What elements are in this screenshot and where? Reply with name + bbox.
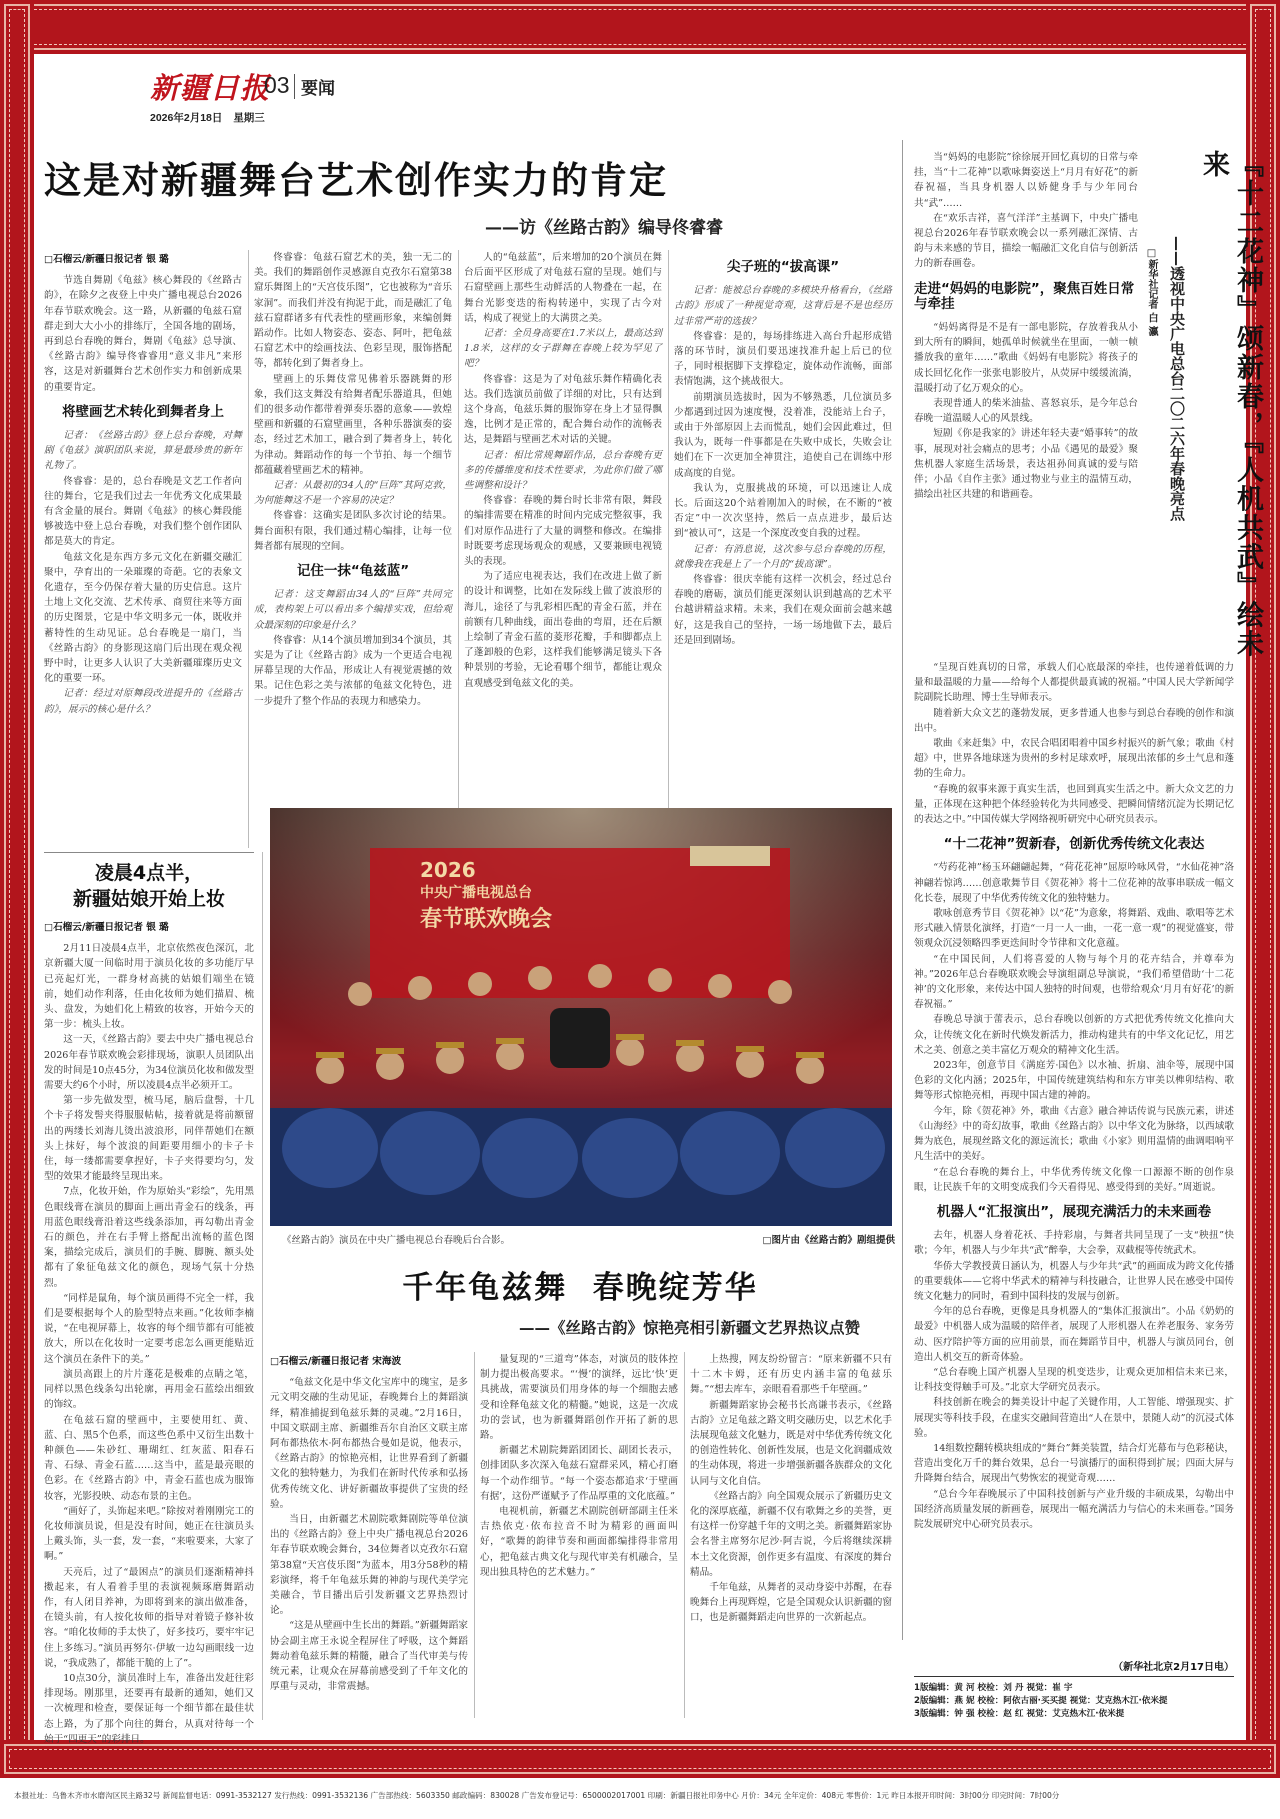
article3-para-6: 电视机前，新疆艺术剧院创研部副主任米吉热依克·依布拉音不时为精彩的画面叫好，“歌舞的韵律节奏和画面都编排得非常用心，把龟兹古典文化与现代审美有机融合，呈现出独具特色的艺术魅力。” [480,1506,678,1578]
article1-question-4: 记者：这支舞蹈由34人的“巨阵”共同完成，表构架上可以看出多个编排实戏，但给观众最深刻的印象是什么？ [254,589,452,631]
article4-para-18: “总台春晚上国产机器人呈现的机变迭步，让观众更加相信未来已来，让科技变得触手可及。”北京大学研究员表示。 [914,1366,1234,1394]
newspaper-logo: 新疆日报 [150,71,271,105]
article3-para-9: 《丝路古韵》向全国观众展示了新疆历史文化的深厚底蕴，新疆不仅有歌舞之乡的美誉，更有这样一份穿越千年的文明之美。新疆舞蹈家协会名誉主席努尔尼沙·阿吉说，今后将继续深耕本土文化资源，创作更多有温度、有深度的舞台精品。 [690,1490,892,1578]
article2-para-5: “同样是鼠角，每个演员画得不完全一样，我们是要根据每个人的脸型特点来画。”化妆师李楠说，“在电视屏幕上，妆容的每个细节都有可能被放大，所以在化妆时一定要考虑怎么画更能贴近这个演员在条件下的美。” [44,1292,254,1365]
photo-caption: 《丝路古韵》演员在中央广播电视总台春晚后台合影。 [282,1235,511,1246]
editors-box [914,1682,1234,1721]
article4-para-9: 歌咏创意秀节目《贺花神》以“花”为意象，将舞蹈、戏曲、歌唱等艺术形式融入情景化演绎，打造“一月一人一曲，一花一意一观”的视觉盛宴，带领观众沉浸领略四季更迭间时令节律和文化意蕴。 [914,908,1234,950]
article4-para-20: 14组数控翻转模块组成的“舞台”舞美装置，结合灯光幕布与色彩秘诀，营造出变化万千的舞台效果，总台一号演播厅的面积得到扩展；四面大屏与升降舞台结合，展现出气势恢宏的视觉奇观…… [914,1442,1234,1485]
article2-byline: □石榴云/新疆日报记者 银 璐 [44,922,169,933]
article3-para-2: 当日，由新疆艺术剧院歌舞剧院等单位演出的《丝路古韵》登上中央广播电视总台2026年春节联欢晚会舞台，34位舞者以克孜尔石窟第38窟“天宫伎乐图”为蓝本，用3分58秒的精彩演绎，将千年龟兹乐舞的神韵与现代美学完美融合，节目播出后引发新疆文艺界热烈讨论。 [270,1514,468,1617]
article3-para-8: 新疆舞蹈家协会秘书长高谦书表示，《丝路古韵》立足龟兹之路文明交融历史，以艺术化手法展现龟兹文化魅力，既是对中华优秀传统文化的创造性转化、创新性发展，也是文化润疆成效的生动体现，将进一步增强新疆各族群众的文化认同与文化自信。 [690,1399,892,1487]
article1-subhead-3: 尖子班的“拔高课” [726,259,840,275]
editors-line-1: 1版编辑：黄 河 校检：刘 丹 视觉：崔 宇 [914,1683,1073,1693]
article1-question-2: 记者：经过对原舞段改进提升的《丝路古韵》，展示的核心是什么？ [44,688,242,715]
decorative-top-border [0,0,1280,54]
decorative-left-border [0,0,34,1778]
article4-para-7: “春晚的叙事来源于真实生活，也回到真实生活之中。新大众文艺的力量，正体现在这种把个体经验转化为共同感受、把瞬间情绪沉淀为长期记忆的表达之中。”中国传媒大学网络视听研究中心研究员表示。 [914,783,1234,826]
article1-para-7: 为了适应电视表达，我们在改进上做了新的设计和调整，比如在发际线上做了波浪形的海儿，途径了与乳彩相匹配的青金石蓝，并在前额有几种曲线，面出卷曲的弯眉，还在后额上绘制了青金石蓝的菱形花瓣，手和脚都点上了蓬卸般的色彩，这样我们能够满足镜头下各种景别的考验，无论看哪个细节，都能让观众直观感受到龟兹文化的美。 [464,571,662,689]
article4-vertical-title: 『十二花神』颂新春，『人机共武』绘未来 [1198,150,1263,659]
article2-para-6: 演员高跟上的片片蓬花是极难的点睛之笔，同样以黑色线条勾出轮廓，再用金石蓝绘出细致的饰纹。 [44,1368,254,1411]
article1-intro: 节选自舞剧《龟兹》核心舞段的《丝路古韵》，在除夕之夜登上中央广播电视总台2026年春节联欢晚会。这一路，从新疆的龟兹石窟群走到大大小小的排练厅，全国各地的剧场，再到总台春晚的舞台，舞剧《龟兹》总导演、《丝路古韵》编导佟睿睿用“意义非凡”来形容，这是对新疆舞台艺术创作实力和创新成果的重要肯定。 [44,275,242,393]
group-photo [270,808,892,1226]
article1-question-7: 记者：能被总台春晚的多模块升格看台，《丝路古韵》形成了一种视觉奇观，这背后是不是也经历过非常严苛的选拔？ [674,285,892,327]
article3-para-7: 上热搜，网友纷纷留言：“原来新疆不只有十二木卡姆，还有历史内涵丰富的龟兹乐舞。”“想去库车，亲眼看看那些千年壁画。” [690,1354,892,1396]
photo-banner [420,858,720,933]
article2-title-line2: 新疆姑娘开始上妆 [72,888,225,910]
article4-vertical-subtitle: ——透视中央广电总台二〇二六年春晚亮点 [1168,236,1186,521]
article1-byline: □石榴云/新疆日报记者 银 璐 [44,254,169,265]
article4-para-5: 随着新大众文艺的蓬勃发展，更多普通人也参与到总台春晚的创作和演出中。 [914,707,1234,734]
article4-vertical-byline: □新华社记者 白 瀛 [1146,248,1157,336]
article4-para-17: 今年的总台春晚，更像是具身机器人的“集体汇报演出”。小品《奶奶的最爱》中机器人成为温暖的陪伴者，展现了人形机器人在养老服务、家务劳动、医疗陪护等方面的应用前景，而在舞蹈节目中，机器人与演员同台，创造出人机交互的新奇体验。 [914,1306,1234,1363]
page-footer: 本报社址：乌鲁木齐市水磨沟区民主路32号 新闻监督电话：0991-3532127 发行热线：0991-3532136 广告部热线：5603350 邮政编码：830028 广告发布登记号：6500002017001 印刷：新疆日报社印务中心 月价：34元 全年定价：408元 零售价：1元 昨日本报开印时间：3时00分 印完时间：7时00分 [0,1782,1280,1812]
article2-para-2: 这一天，《丝路古韵》要去中央广播电视总台2026年春节联欢晚会彩排现场，演职人员团队出发的时间是10点45分，为34位演员化妆和做发型需要大约6个小时，所以凌晨4点半必须开工。 [44,1034,254,1092]
article4-para-13: 今年，除《贺花神》外，歌曲《古意》融合神话传说与民族元素，讲述《山海经》中的奇幻故事，歌曲《丝路古韵》以中华文化为脉络，以西域歌舞为底色，展现丝路文化的源远流长；歌曲《小家》则用温情的曲调唱响平凡生活中的美好。 [914,1105,1234,1163]
article4-para-2: 表现普通人的柴米油盐、喜怒哀乐，是今年总台春晚一道温暖人心的风景线。 [914,398,1138,425]
article4-para-0b: 在“欢乐吉祥，喜气洋洋”主基调下，中央广播电视总台2026年春节联欢晚会以一系列融汇深情、古韵与未来感的节目，描绘一幅融汇文化自信与创新活力的新春画卷。 [914,212,1138,270]
article4-para-21: “总台今年春晚展示了中国科技创新与产业升级的丰硕成果，勾勒出中国经济高质量发展的新画卷，展现出一幅充满活力与信心的未来画卷。”国务院发展研究中心研究员表示。 [914,1488,1234,1530]
article1-col3 [464,250,662,810]
article1-question-3: 记者：从最初的34人的“巨阵”其阿克敦，为何能舞这不是一个容易的决定？ [254,480,452,507]
article1-answer-4: 佟睿睿：从14个演员增加到34个演员，其实是为了让《丝路古韵》成为一个更适合电视屏幕呈现的大作品，形成让人有视觉震撼的效果。记住色彩之美与浓郁的龟兹文化特色，进一步提升了整个作品的表现力和感染力。 [254,634,452,707]
article1-para-5: 人的“龟兹蓝”，后来增加的20个演员在舞台后面平区形成了对龟兹石窟的呈现。她们与石窟壁画上那些生动鲜活的人物叠在一起，在舞台光影变迭的衔构转递中，实现了古今对话，构成了视觉上的大满贯之美。 [464,252,662,324]
article2-title-line1: 凌晨4点半， [94,862,204,884]
article2-para-4: 7点，化妆开始，作为原始头“彩绘”，先用黑色眼线膏在演员的脚面上画出青金石的线条，再用蓝色眼线膏沿着这些线条添加，再勾勒出青金石的颜色，并在右手臂上搭配出流畅的蓝色图案，描绘完成后，演员们的手腕、脚腕、额头处都有了象征龟兹文化的颜色，现场气氛十分热烈。 [44,1186,254,1289]
article1-answer-8: 佟睿睿：很庆幸能有这样一次机会，经过总台春晚的磨砺，演员们能更深刻认识到越高的艺术平台越讲精益求精。未来，我们在观众面前会越来越好，这是我自己的坚持，一场一场地做下去，最后还是回到剧场。 [674,574,892,646]
article1-answer-3: 佟睿睿：这确实是团队多次讨论的结果。舞台面积有限，我们通过精心编排，让每一位舞者都有展现的空间。 [254,510,452,552]
article4-para-11: 春晚总导演于蕾表示，总台春晚以创新的方式把优秀传统文化推向大众，让传统文化在新时代焕发新活力，推动构建共有的中华文化记忆，用艺术之美、创意之美丰富亿万观众的精神文化生活。 [914,1014,1234,1056]
article1-para-2: 龟兹文化是东西方多元文化在新疆交融汇聚中，孕育出的一朵璀璨的奇葩。它的表象文化遗存，至今仍保存着大量的历史信息。这片土地上文化交流、艺术传承、商贸往来等方面的历史图景，它是中华文明多元一体，既收并蓄特性的生动见证。总台春晚是一扇门，当《丝路古韵》的身影现这扇门后出现在观众视野中时，让更多人认识了大美新疆璀璨历史文化的重要一环。 [44,551,242,685]
article4-subhead-1: 走进“妈妈的电影院”，聚焦百姓日常与牵挂 [914,280,1135,312]
article1-col1 [44,250,242,848]
article3-subtitle: ——《丝路古韵》惊艳亮相引新疆文艺界热议点赞 [518,1319,860,1337]
article4-body [914,660,1234,1658]
article3-para-10: 千年龟兹，从舞者的灵动身姿中苏醒，在春晚舞台上再现辉煌，它是全国观众认识新疆的窗口，也是新疆舞蹈走向世界的一次新起点。 [690,1582,892,1624]
article4-para-8: “芍药花神”杨玉环翩翩起舞，“荷花花神”屈原吟咏风骨，“水仙花神”洛神翩若惊鸿……创意歌舞节目《贺花神》将十二位花神的故事串联成一幅文化长卷，展现了中华优秀传统文化的独特魅力。 [914,862,1234,904]
article1-answer-2: 佟睿睿：龟兹石窟艺术的美，独一无二的美。我们的舞蹈创作灵感源自克孜尔石窟第38窟乐舞图上的“天宫伎乐图”，它也被称为“音乐家洞”。而我们并没有拘泥于此，而是融汇了龟兹石窟群诸多有代表性的壁画形象，来编创舞蹈动作。比如人物姿态、姿态、阿叶，把龟兹石窟艺术中的绘画技法、色彩呈现，服饰搭配等，都转化到了舞者身上。 [254,252,452,370]
article2-para-7: 在龟兹石窟的壁画中，主要使用红、黄、蓝、白、黑5个色系，而这些色系中又衍生出数十种颜色——朱砂红、珊瑚红、红灰蓝、阳春石青、石绿、青金石蓝……这当中，蓝是最亮眼的色彩。在《丝路古韵》中，青金石蓝也成为服饰妆容，光影投映、动态布景的主色。 [44,1414,254,1502]
editors-line-2: 2版编辑：燕 妮 校检：阿依古丽·买买提 视觉：艾克热木江·依米提 [914,1696,1168,1706]
article4-para-1: “妈妈离得是不是有一部电影院，存放着我从小到大所有的瞬间，她孤单时候就坐在里面，一帧一帧播放我的童年……”歌曲《妈妈有电影院》将孩子的成长回忆化作一张张电影胶片，从荧屏中缓缓流淌，温暖打动了亿万观众的心。 [914,322,1138,394]
article1-question-1: 记者：《丝路古韵》登上总台春晚，对舞剧《龟兹》演职团队来说，算是最珍贵的新年礼物了。 [44,430,242,472]
editors-line-3: 3版编辑：钟 强 校检：赵 红 视觉：艾克热木江·依米提 [914,1709,1125,1719]
article1-col2 [254,250,452,848]
article2-para-9: 天亮后，过了“最困点”的演员们逐渐精神抖擞起来，有人看着手里的表演视频琢磨舞蹈动作，有人闭目养神，为即将到来的演出做准备，在镜头前，有人按化妆师的指导对着镜子修补妆容。“咱化妆师的手太快了，好多技巧，要牢牢记住上多练习。”演员再努尔·伊敏一边勾画眼线一边说，“我成熟了，都能干脆的上了”。 [44,1566,254,1669]
article4-subhead-2: “十二花神”贺新春，创新优秀传统文化表达 [943,836,1205,853]
issue-date [150,110,265,125]
article4-subhead-3: 机器人“汇报演出”，展现充满活力的未来画卷 [936,1203,1212,1220]
photo-banner-event: 春节联欢晚会 [420,907,553,932]
article1-answer-5: 佟睿睿：这是为了对龟兹乐舞作精确化表达。我们选演员前做了详细的对比，只有达到这个身高，龟兹乐舞的服饰穿在身上才显得飘逸，比例才是正常的，配合舞台动作的流畅表达，是舞蹈与壁画艺术对话的关键。 [464,373,662,446]
article1-answer-7: 佟睿睿：是的，每场排练进入高台升起形成错落的环节时，演员们要迅速找准升起上后已的位子，同时根据脚下支撑稳定，旋体动作流畅，面部表情饱满，这个挑战很大。 [674,330,892,388]
article2-title [44,860,254,912]
article1-col4 [674,250,892,810]
article1-subhead-2: 记住一抹“龟兹蓝” [296,563,410,580]
article3-para-4: 量复现的“三道弯”体态，对演员的肢体控制力提出极高要求。“‘慢’的演绎，远比‘快’更具挑战，需要演员们用身体的每一个细胞去感受和诠释龟兹文化的精髓。”她说，这是一次成功的尝试，也为新疆舞蹈创作开拓了新的思路。 [480,1354,678,1442]
page-number: 03 [264,72,290,98]
article4-para-16: 华侨大学教授黄日涵认为，机器人与少年共“武”的画面成为跨文化传播的重要载体——它将中华武术的精神与科技融合，让世界人民在感受中国传统文化魅力的同时，看到中国科技的发展与创新。 [914,1260,1234,1302]
photo-banner-year: 2026 [420,858,476,882]
article4-para-6: 歌曲《来赶集》中，农民合唱团唱着中国乡村振兴的新气象；歌曲《村超》中，世界各地球迷为贵州的乡村足球欢呼，展现出浓郁的乡土气息和蓬勃的生命力。 [914,738,1234,780]
article1-subtitle: ——访《丝路古韵》编导佟睿睿 [485,218,723,238]
issue-date-text: 2026年2月18日 [150,112,223,124]
article4-top [914,150,1138,656]
article3-col3 [690,1352,892,1718]
article3-title: 千年龟兹舞 春晚绽芳华 [402,1270,758,1306]
article2-body [44,918,254,1745]
page-section: 要闻 [294,74,335,99]
article1-question-5: 记者：全员身高要在1.7米以上，最高达到1.8米，这样的女子群舞在春晚上较为罕见了吧？ [464,328,662,370]
article1-para-8: 前期演员选拔时，因为不够熟悉，几位演员多少都遇到过因为速度慢，没着准，没能站上台子，或由于外部原因上去而慌乱，她们会因此难过，但我认为，既每一件事都是在失败中成长，失败会让她们在下一次更加全神贯注，追使自己在训练中形成高度的自觉。 [674,391,892,479]
article4-para-10: “在中国民间，人们将喜爱的人物与每个月的花卉结合，并尊奉为神。”2026年总台春晚联欢晚会导演组副总导演说，“我们希望借助‘十二花神’的文化形象，来传达中国人独特的时间观，也带给观众‘月月有好花’的新春祝福。” [914,953,1234,1011]
article1-para-9: 我认为，克服挑战的环境，可以迅速让人成长。后面这20个站着刚加入的时候，在不断的“被否定”中一次次坚持，然后一点点进步，最后达到“被认可”，这是一个深度改变自我的过程。 [674,482,892,540]
article1-question-8: 记者：有消息说，这次参与总台春晚的历程，就像我在我是上了一个月的“拔高课”。 [674,543,892,570]
article1-answer-6: 佟睿睿：春晚的舞台时长非常有限，舞段的编排需要在精准的时间内完成完整叙事，我们对原作品进行了大量的调整和修改。在编排时既要考虑现场观众的观感，又要兼顾电视镜头的表现。 [464,495,662,568]
article4-dateline: （新华社北京2月17日电） [1113,1662,1234,1673]
article1-answer-1: 佟睿睿：是的，总台春晚是文艺工作者向往的舞台，它是我们过去一年优秀文化成果最有含金量的展台。舞剧《龟兹》的核心舞段能够被选中登上总台春晚，对我们整个创作团队都是莫大的肯定。 [44,475,242,548]
article3-para-3: “这是从壁画中生长出的舞蹈。”新疆舞蹈家协会副主席王永说全程屏住了呼吸，这个舞蹈舞动着龟兹乐舞的精髓，融合了当代审美与传统元素，让观众在屏幕前感受到了千年文化的厚重与灵动，非常震撼。 [270,1620,468,1693]
article3-para-1: “龟兹文化是中华文化宝库中的瑰宝，是多元文明交融的生动见证，春晚舞台上的舞蹈演绎，精准捕捉到龟兹乐舞的灵魂。”2月16日，中国文联副主席、新疆维吾尔自治区文联主席阿布都热依木·阿布都热合曼如是说，他表示，《丝路古韵》的惊艳亮相，让世界看到了新疆文化的独特魅力，为我们在新时代传承和弘扬优秀传统文化、讲好新疆故事提供了宝贵的经验。 [270,1377,468,1510]
article1-question-6: 记者：相比常规舞蹈作品，总台春晚有更多的传播维度和技术性要求，为此你们做了哪些调整和设计？ [464,449,662,492]
article1-title: 这是对新疆舞台艺术创作实力的肯定 [44,159,668,202]
article4-para-15: 去年，机器人身着花袄、手持彩扇，与舞者共同呈现了一支“秧扭”快歌；今年，机器人与少年共“武”醉拳，大会拳，双截棍等传统武术。 [914,1230,1234,1257]
article4-para-4: “呈现百姓真切的日常，承载人们心底最深的牵挂，也传递着低调的力量和最温暖的力量——给每个人都提供最真诚的祝福。”中国人民大学新闻学院副院长助理、博士生导师表示。 [914,662,1234,704]
article4-para-12: 2023年，创意节目《满庭芳·国色》以水袖、折扇、油伞等，展现中国色彩的文化内涵；2025年，中国传统建筑结构和东方审美以榫卯结构、歌舞等形式惊艳亮相，再现中国古建的神韵。 [914,1060,1234,1102]
article2-para-8: “画好了，头饰起来吧。”除按对着刚刚完工的化妆师演员说，但是没有时间，她正在往演员头上戴头饰，头一套，发一套，“来啦要来，大家了啊。” [44,1505,254,1563]
article1-subhead-1: 将壁画艺术转化到舞者身上 [62,403,224,420]
article1-para-3: 壁画上的乐舞伎常见佛着乐器跳舞的形象，我们这支舞没有给舞者配乐器道具，但她们的很多动作都带着弹奏乐器的意象——敦煌壁画和新疆的石窟壁画里，各种乐器演奏的姿态，经过艺术加工，融合到了舞者身上，转化为律动。舞蹈动作的每一个节拍、每一个细节都蕴藏着壁画艺术的精神。 [254,373,452,476]
article4-para-19: 科技创新在晚会的舞美设计中起了关键作用，人工智能、增强现实、扩展现实等科技手段，在虚实交融间营造出“人在景中，景随人动”的沉浸式体验。 [914,1397,1234,1439]
masthead [150,66,430,136]
article3-col1 [270,1352,468,1718]
photo-banner-org: 中央广播电视总台 [420,885,532,901]
photo-credit: □图片由《丝路古韵》剧组提供 [762,1235,895,1246]
article2-para-1: 2月11日凌晨4点半，北京依然夜色深沉，北京新疆大厦一间临时用于演员化妆的多功能厅早已亮起灯光，一群身材高挑的姑娘们端坐在镜前，她们动作利落，任由化妆师为她们描眉、梳头、盘发，为她们化上精致的妆容，开始今天的第一步：梳头上妆。 [44,943,254,1031]
article2-para-10: 10点30分，演员准时上车，准备出发赶往彩排现场。刚那里，还要再有最新的通知，她们又一次梳理和检查，要保证每一个细节都在最佳状态上路，为了那个向往的舞台，从真对待每一个始于“四更天”的彩排日。 [44,1672,254,1745]
article2-para-3: 第一步先做发型，梳马尾，脑后盘髻，十几个卡子将发髻夹得服服帖帖，接着就是将前额留出的两缕长刘海儿烫出波浪形，同伴帮她们在额头上抹好，每个波浪的间距要用细小的卡子卡住，每一缕都需要拿捏好，卡子夹得要均匀，发型的效果才能最终呈现出来。 [44,1095,254,1183]
issue-weekday: 星期三 [233,112,265,124]
article3-para-5: 新疆艺术剧院舞蹈团团长、副团长表示，创排团队多次深入龟兹石窟群采风，精心打磨每一个动作细节。“每一个姿态都追求‘于壁画有据’，这份严谨赋予了作品厚重的文化底蕴。” [480,1445,678,1502]
article4-para-3: 短剧《你是我家的》讲述年轻夫妻“婚事转”的故事，展现对社会痛点的思考；小品《遇见的最爱》聚焦机器人家庭生活场景，表达祖孙间真诚的爱与陪伴；小品《自作主张》通过物业与业主的温情互动，描绘出社区共建的和谐画卷。 [914,428,1138,501]
article4-para-14: “在总台春晚的舞台上，中华优秀传统文化像一口源源不断的创作泉眼，让民族千年的文明变成我们今天看得见、感受得到的美好。”周逝说。 [914,1166,1234,1193]
article3-col2 [480,1352,678,1718]
article4-para-0: 当“妈妈的电影院”徐徐展开回忆真切的日常与牵挂，当“十二花神”以歌咏舞姿送上“月月有好花”的新春祝福，当具身机器人以娇健身手与少年同台共“武”…… [914,152,1138,209]
article3-byline: □石榴云/新疆日报记者 宋海波 [270,1356,402,1367]
